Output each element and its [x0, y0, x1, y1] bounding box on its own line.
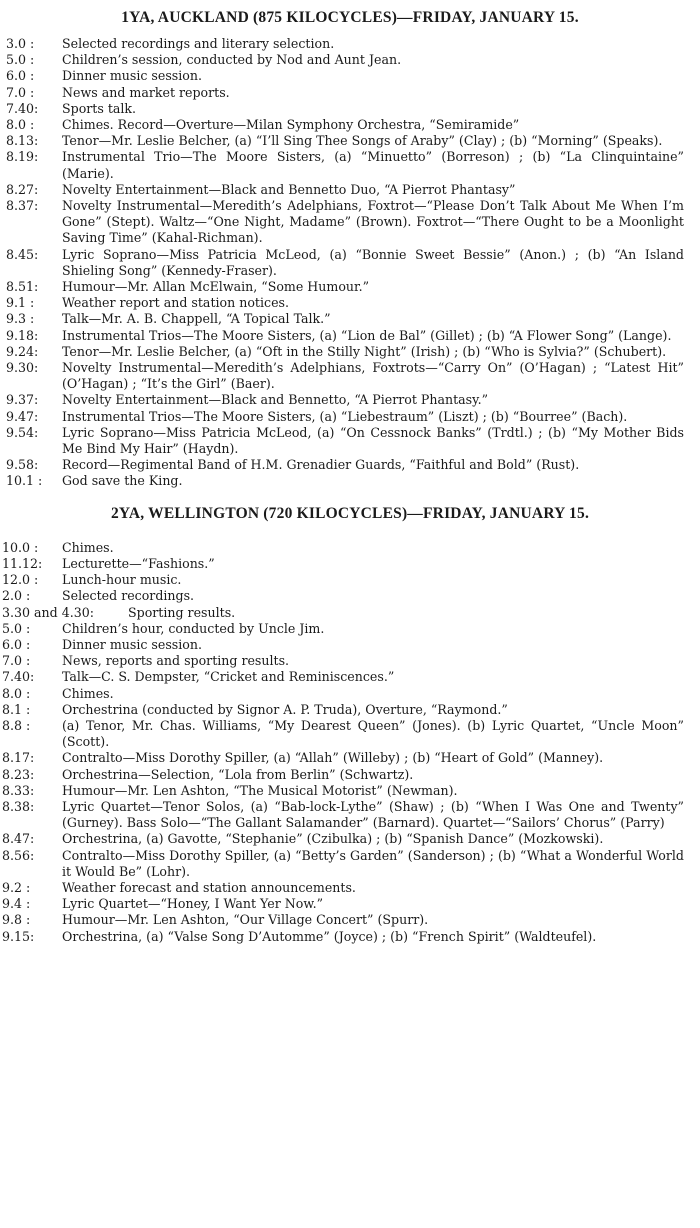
programme-entry — [0, 540, 700, 556]
entry-time: 8.13: — [6, 133, 39, 149]
programme-entry — [0, 36, 700, 52]
entry-text: Weather forecast and station announcements. — [62, 879, 356, 895]
entry-text: Talk—Mr. A. B. Chappell, “A Topical Talk.” — [62, 311, 331, 327]
entry-text: Tenor—Mr. Leslie Belcher, (a) “I’ll Sing Thee Songs of Araby” (Clay) ; (b) “Morning” (Speaks). — [62, 133, 663, 149]
entry-time: 8.1 : — [2, 701, 31, 717]
entry-time: 3.30 and 4.30: — [2, 604, 95, 620]
entry-time: 8.27: — [6, 181, 39, 197]
programme-entry — [0, 182, 700, 198]
entry-text: Contralto—Miss Dorothy Spiller, (a) “Betty’s Garden” (Sanderson) ; (b) “What a Wonderful World it Would Be” (Lohr). — [62, 847, 684, 879]
entry-time: 8.23: — [2, 766, 35, 782]
programme-entry — [0, 929, 700, 945]
programme-entry — [0, 702, 700, 718]
entry-time: 8.45: — [6, 246, 39, 262]
entry-text: Humour—Mr. Len Ashton, “Our Village Concert” (Spurr). — [62, 912, 429, 928]
programme-entry — [0, 473, 700, 489]
entry-text: Children’s hour, conducted by Uncle Jim. — [62, 620, 325, 636]
entry-time: 10.0 : — [2, 539, 39, 555]
entry-time: 7.0 : — [2, 653, 31, 669]
entry-text: Novelty Instrumental—Meredith’s Adelphians, Foxtrot—“Please Don’t Talk About Me When I’m Gone” (Stept). Waltz—“One Night, Madame” (Brown). Foxtrot—“There Ought to be a Moonlight Saving Time” (Kahal-Richman). — [62, 198, 684, 246]
entry-text: News and market reports. — [62, 84, 230, 100]
programme-list-1ya — [0, 36, 700, 490]
entry-text: Orchestrina, (a) “Valse Song D’Automme” (Joyce) ; (b) “French Spirit” (Waldteufel). — [62, 928, 597, 944]
entry-text: Instrumental Trios—The Moore Sisters, (a) “Liebestraum” (Liszt) ; (b) “Bourree” (Bach). — [62, 408, 628, 424]
programme-entry — [0, 457, 700, 473]
entry-text: Instrumental Trios—The Moore Sisters, (a) “Lion de Bal” (Gillet) ; (b) “A Flower Song” (Lange). — [62, 327, 672, 343]
programme-entry — [0, 588, 700, 604]
entry-time: 8.51: — [6, 279, 39, 295]
entry-text: Sports talk. — [62, 100, 137, 116]
entry-time: 3.0 : — [6, 36, 35, 51]
programme-entry — [0, 149, 700, 181]
entry-time: 5.0 : — [2, 620, 31, 636]
entry-time: 9.37: — [6, 392, 39, 408]
programme-entry — [0, 783, 700, 799]
entry-time: 9.4 : — [2, 896, 31, 912]
programme-entry — [0, 247, 700, 279]
entry-time: 5.0 : — [6, 52, 35, 68]
entry-text: (a) Tenor, Mr. Chas. Williams, “My Dearest Queen” (Jones). (b) Lyric Quartet, “Uncle Moon” (Scott). — [62, 717, 684, 750]
programme-entry — [0, 279, 700, 295]
entry-time: 2.0 : — [2, 588, 31, 604]
programme-entry — [0, 409, 700, 425]
entry-time: 8.37: — [6, 198, 39, 214]
entry-time: 8.56: — [2, 847, 35, 863]
entry-time: 8.0 : — [6, 117, 35, 133]
entry-time: 9.24: — [6, 343, 39, 359]
programme-entry — [0, 392, 700, 408]
entry-time: 11.12: — [2, 555, 43, 571]
entry-text: Lyric Quartet—“Honey, I Want Yer Now.” — [62, 896, 324, 912]
entry-time: 10.1 : — [6, 473, 43, 489]
programme-entry — [0, 767, 700, 783]
entry-time: 9.18: — [6, 327, 39, 343]
entry-text: Lyric Quartet—Tenor Solos, (a) “Bab-lock-Lythe” (Shaw) ; (b) “When I Was One and Twenty” (Gurney). Bass Solo—“The Gallant Salamander” (Barnard). Quartet—“Sailors’ Chorus” (Parry) — [62, 798, 684, 831]
entry-time: 9.2 : — [2, 879, 31, 895]
programme-entry — [0, 295, 700, 311]
entry-text: Talk—C. S. Dempster, “Cricket and Reminiscences.” — [62, 669, 395, 685]
programme-entry — [0, 912, 700, 928]
entry-text: Dinner music session. — [62, 68, 202, 84]
entry-time: 9.47: — [6, 408, 39, 424]
programme-entry — [0, 831, 700, 847]
entry-text: Novelty Instrumental—Meredith’s Adelphians, Foxtrots—“Carry On” (O’Hagan) ; “Latest Hit” (O’Hagan) ; “It’s the Girl” (Baer). — [62, 360, 684, 392]
entry-time: 7.40: — [6, 100, 39, 116]
entry-time: 8.47: — [2, 831, 35, 847]
entry-text: Lunch-hour music. — [62, 572, 182, 588]
programme-entry — [0, 718, 700, 750]
entry-text: Lecturette—“Fashions.” — [62, 555, 215, 571]
entry-time: 9.58: — [6, 457, 39, 473]
programme-entry — [0, 799, 700, 831]
entry-text: Dinner music session. — [62, 636, 202, 652]
entry-text: Contralto—Miss Dorothy Spiller, (a) “Allah” (Willeby) ; (b) “Heart of Gold” (Manney). — [62, 750, 604, 766]
entry-text: Children’s session, conducted by Nod and Aunt Jean. — [62, 52, 402, 68]
programme-entry — [0, 880, 700, 896]
entry-text: Selected recordings and literary selection. — [62, 36, 335, 51]
entry-time: 6.0 : — [2, 636, 31, 652]
entry-time: 9.30: — [6, 360, 39, 376]
entry-time: 8.0 : — [2, 685, 31, 701]
programme-entry — [0, 344, 700, 360]
programme-entry — [0, 556, 700, 572]
entry-text: Instrumental Trio—The Moore Sisters, (a) “Minuetto” (Borreson) ; (b) “La Clinquintaine” (Marie). — [62, 149, 684, 181]
entry-text: Weather report and station notices. — [62, 295, 289, 311]
programme-entry — [0, 360, 700, 392]
entry-time: 8.19: — [6, 149, 39, 165]
station-header-2ya: 2YA, WELLINGTON (720 KILOCYCLES)—FRIDAY, JANUARY 15. — [110, 504, 590, 522]
entry-text: News, reports and sporting results. — [62, 653, 290, 669]
programme-entry — [0, 572, 700, 588]
programme-entry — [0, 117, 700, 133]
entry-text: Chimes. — [62, 685, 114, 701]
entry-text: Novelty Entertainment—Black and Bennetto, “A Pierrot Phantasy.” — [62, 392, 489, 408]
station-header-1ya: 1YA, AUCKLAND (875 KILOCYCLES)—FRIDAY, JANUARY 15. — [121, 9, 579, 26]
entry-time: 9.8 : — [2, 912, 31, 928]
entry-text: Novelty Entertainment—Black and Bennetto Duo, “A Pierrot Phantasy” — [62, 181, 516, 197]
entry-text: Selected recordings. — [62, 588, 195, 604]
entry-text: Chimes. — [62, 539, 114, 555]
entry-text: Tenor—Mr. Leslie Belcher, (a) “Oft in the Stilly Night” (Irish) ; (b) “Who is Sylvia?” (Schubert). — [62, 343, 667, 359]
entry-text: Humour—Mr. Allan McElwain, “Some Humour.” — [62, 279, 370, 295]
entry-text: Record—Regimental Band of H.M. Grenadier Guards, “Faithful and Bold” (Rust). — [62, 457, 580, 473]
entry-time: 8.17: — [2, 750, 35, 766]
programme-entry — [0, 52, 700, 68]
entry-time: 9.15: — [2, 928, 35, 944]
programme-entry — [0, 621, 700, 637]
programme-entry — [0, 686, 700, 702]
programme-entry — [0, 328, 700, 344]
entry-time: 7.40: — [2, 669, 35, 685]
programme-entry — [0, 85, 700, 101]
entry-time: 9.54: — [6, 424, 39, 440]
programme-entry — [0, 896, 700, 912]
entry-text: God save the King. — [62, 473, 183, 489]
entry-time: 8.33: — [2, 782, 35, 798]
entry-text: Humour—Mr. Len Ashton, “The Musical Motorist” (Newman). — [62, 782, 458, 798]
entry-text: Orchestrina (conducted by Signor A. P. Truda), Overture, “Raymond.” — [62, 701, 508, 717]
entry-time: 6.0 : — [6, 68, 35, 84]
programme-entry — [0, 198, 700, 247]
programme-entry — [0, 101, 700, 117]
programme-entry — [0, 133, 700, 149]
programme-entry — [0, 848, 700, 880]
programme-entry — [0, 669, 700, 685]
programme-list-2ya — [0, 540, 700, 945]
entry-time: 8.8 : — [2, 717, 31, 733]
entry-text: Lyric Soprano—Miss Patricia McLeod, (a) “On Cessnock Banks” (Trdtl.) ; (b) “My Mother Bids Me Bind My Hair” (Haydn). — [62, 424, 684, 457]
programme-entry — [0, 425, 700, 457]
entry-text: Sporting results. — [128, 604, 236, 620]
entry-text: Orchestrina, (a) Gavotte, “Stephanie” (Czibulka) ; (b) “Spanish Dance” (Mozkowski). — [62, 831, 604, 847]
entry-text: Lyric Soprano—Miss Patricia McLeod, (a) “Bonnie Sweet Bessie” (Anon.) ; (b) “An Island Shieling Song” (Kennedy-Fraser). — [62, 246, 684, 278]
programme-entry — [0, 750, 700, 766]
entry-time: 8.38: — [2, 798, 35, 814]
entry-time: 9.3 : — [6, 311, 35, 327]
programme-entry — [0, 68, 700, 84]
programme-entry — [0, 653, 700, 669]
entry-text: Chimes. Record—Overture—Milan Symphony Orchestra, “Semiramide” — [62, 117, 520, 133]
programme-entry — [0, 605, 700, 621]
programme-entry — [0, 637, 700, 653]
entry-time: 9.1 : — [6, 295, 35, 311]
programme-entry — [0, 311, 700, 327]
entry-time: 12.0 : — [2, 572, 39, 588]
entry-time: 7.0 : — [6, 84, 35, 100]
entry-text: Orchestrina—Selection, “Lola from Berlin” (Schwartz). — [62, 766, 414, 782]
